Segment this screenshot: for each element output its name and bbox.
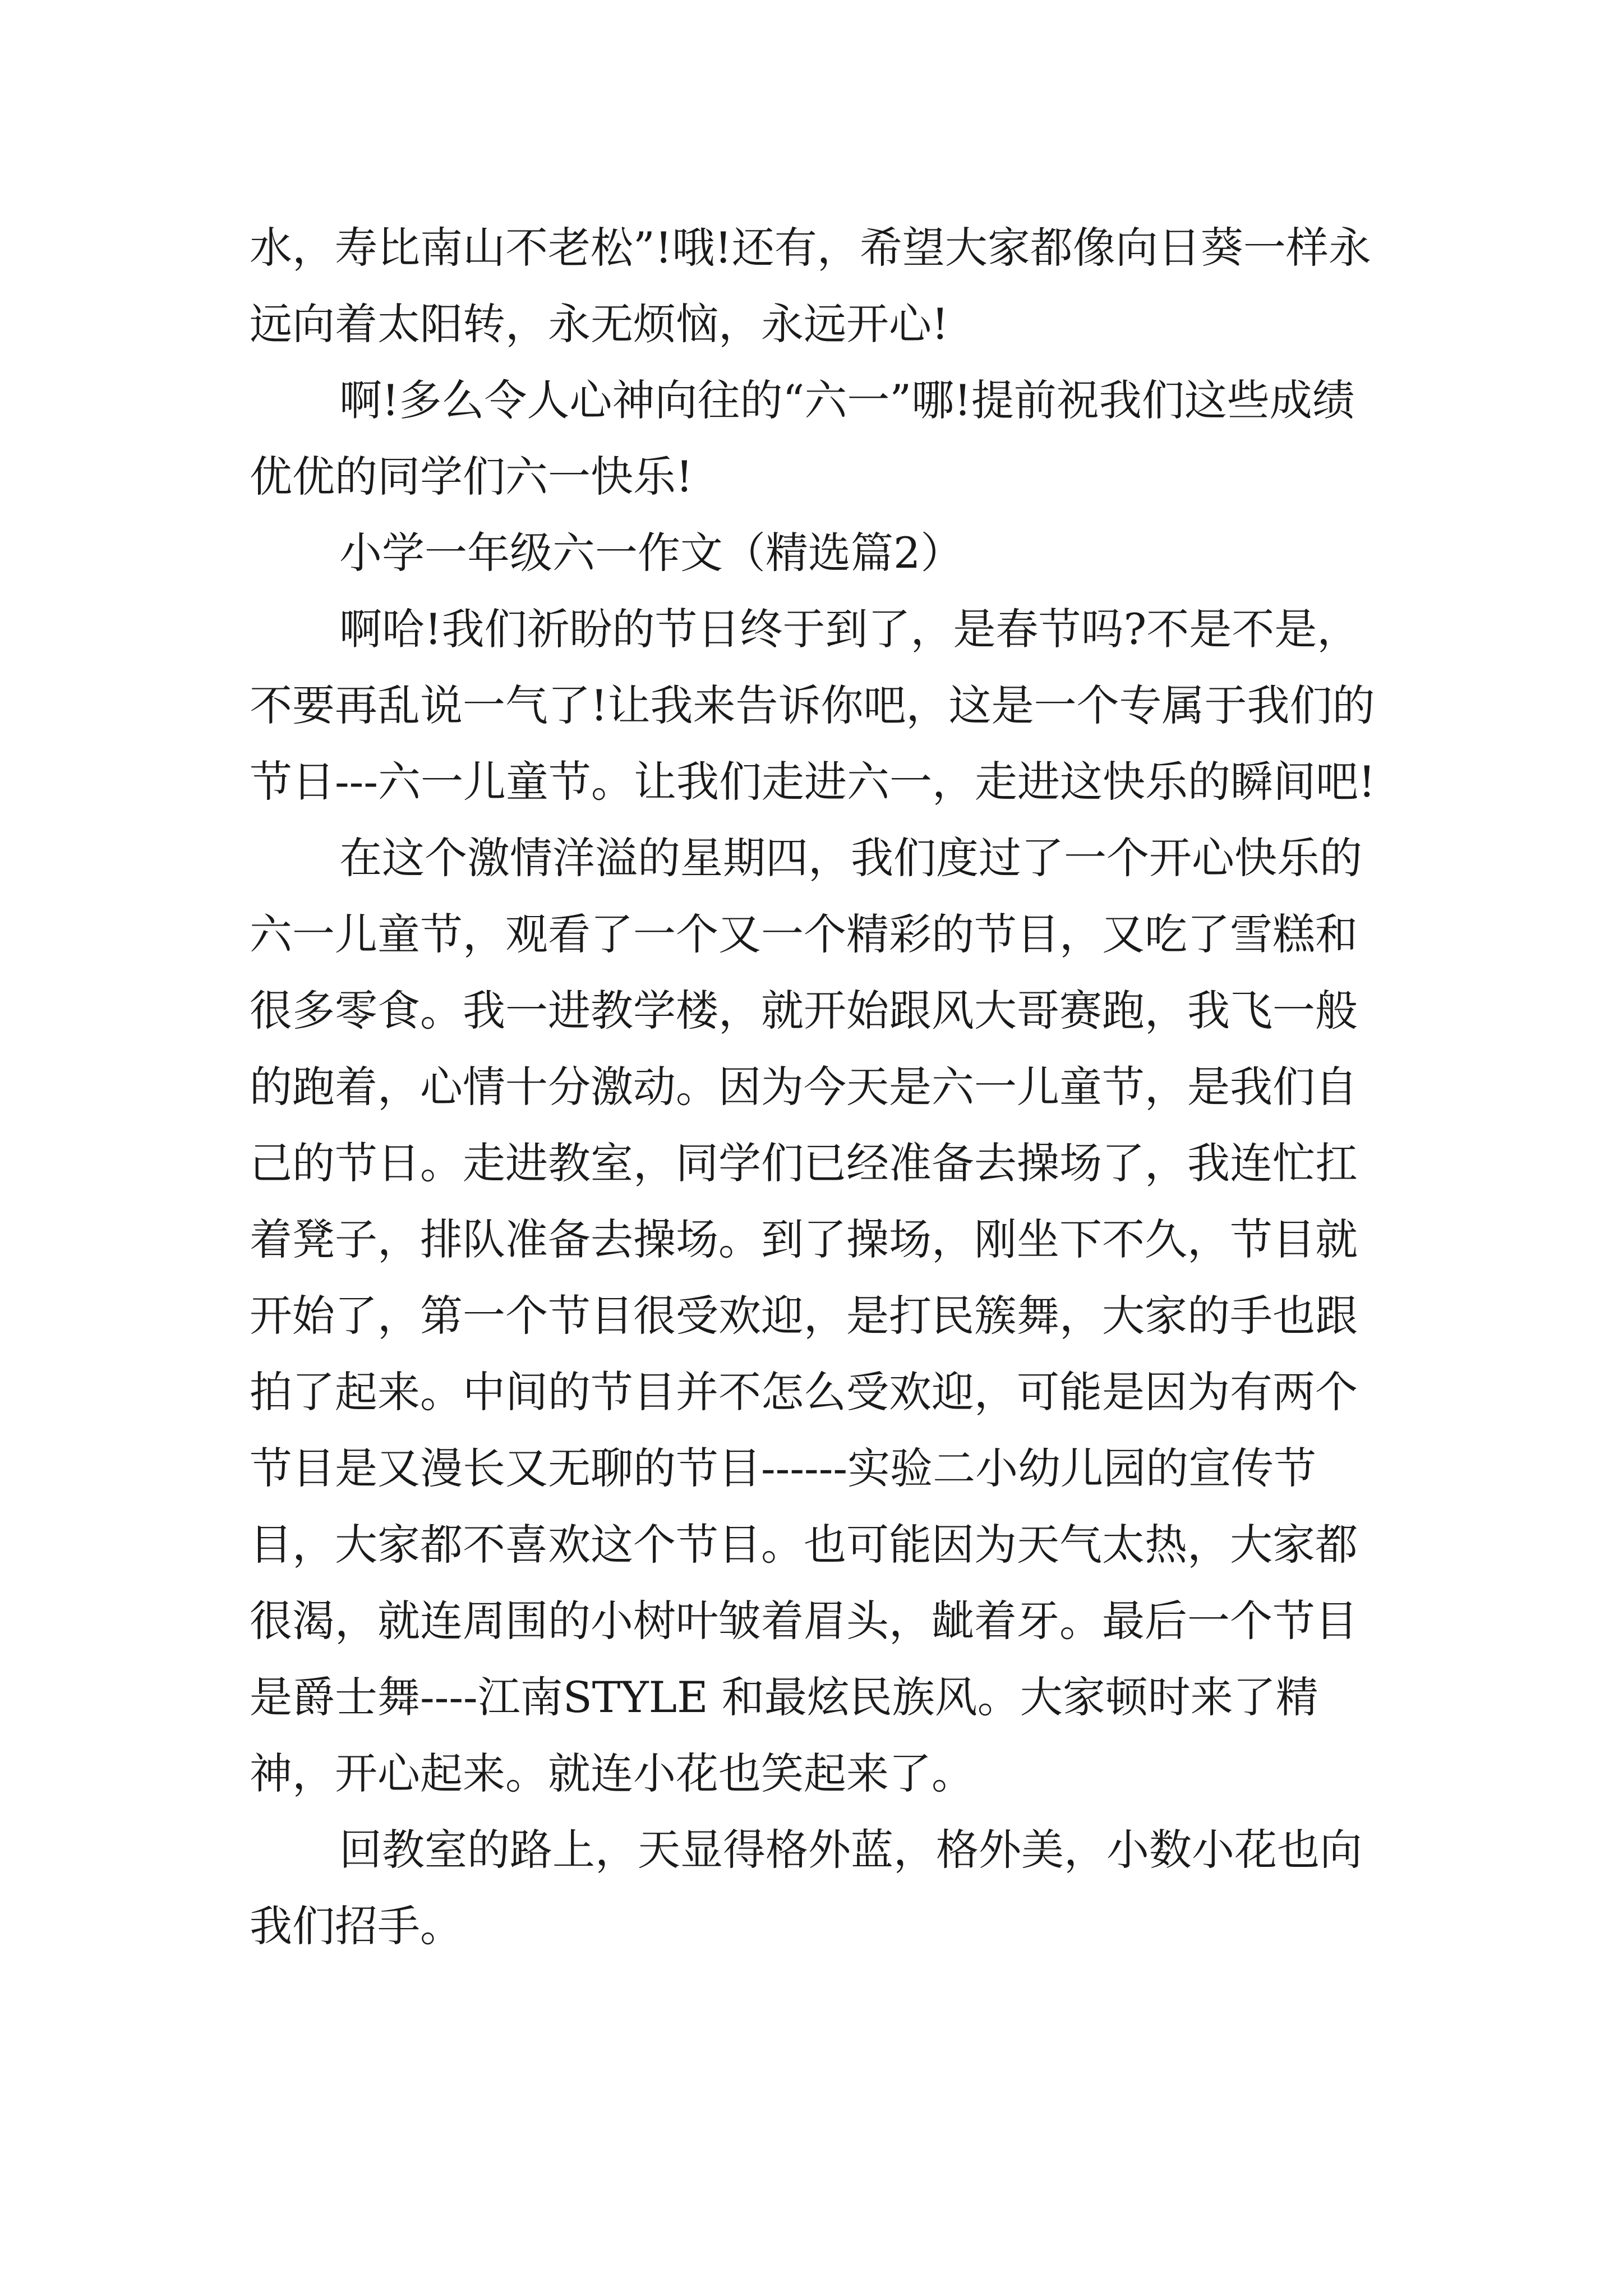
paragraph-wish: 啊!多么令人心神向往的“六一”哪!提前祝我们这些成绩优优的同学们六一快乐! (250, 375, 1355, 501)
paragraph-intro: 啊哈!我们祈盼的节日终于到了，是春节吗?不是不是，不要再乱说一气了!让我来告诉你吧，这是一个专属于我们的节日---六一儿童节。让我们走进六一，走进这快乐的瞬间吧! (250, 604, 1376, 807)
document-body (250, 210, 1394, 1964)
paragraph-main: 在这个激情洋溢的星期四，我们度过了一个开心快乐的六一儿童节，观看了一个又一个精彩的节目，又吃了雪糕和很多零食。我一进教学楼，就开始跟风大哥赛跑，我飞一般的跑着，心情十分激动。因为今天是六一儿童节，是我们自己的节日。走进教室，同学们已经准备去操场了，我连忙扛着凳子，排队准备去操场。到了操场，刚坐下不久，节目就开始了，第一个节目很受欢迎，是打民簇舞，大家的手也跟拍了起来。中间的节目并不怎么受欢迎，可能是因为有两个节目是又漫长又无聊的节目------实验二小幼儿园的宣传节目，大家都不喜欢这个节目。也可能因为天气太热，大家都很渴，就连周围的小树叶皱着眉头，龇着牙。最后一个节目是爵士舞----江南STYLE 和最炫民族风。大家顿时来了精神，开心起来。就连小花也笑起来了。 (250, 833, 1362, 1798)
paragraph-ending: 回教室的路上，天显得格外蓝，格外美，小数小花也向我们招手。 (250, 1825, 1362, 1951)
section-heading: 小学一年级六一作文（精选篇2） (339, 528, 963, 578)
paragraph-continued: 水，寿比南山不老松”!哦!还有，希望大家都像向日葵一样永远向着太阳转，永无烦恼，永远开心! (250, 223, 1371, 349)
